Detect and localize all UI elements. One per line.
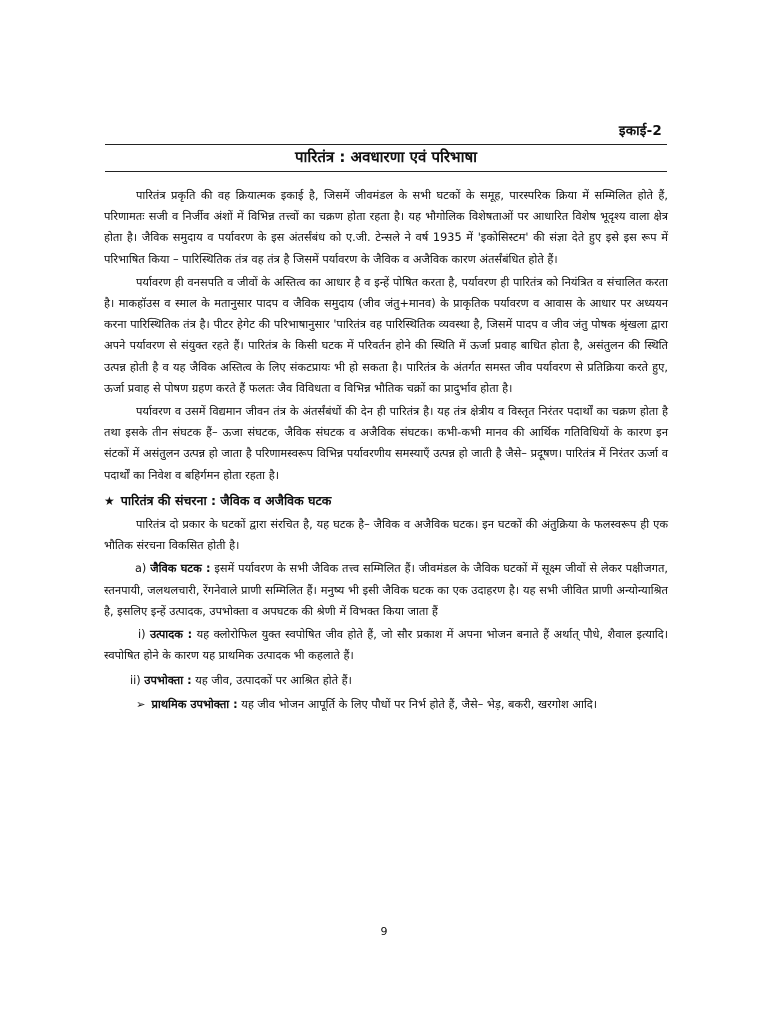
paragraph-1: पारितंत्र प्रकृति की वह क्रियात्मक इकाई है, जिसमें जीवमंडल के सभी घटकों के समूह, पारस्परिक क्रिया में सम्मिलित होते हैं, परिणामतः सजी व निर्जीव अंशों में विभिन्न तत्त्वों का चक्रण होता रहता है। यह भौगोलिक विशेषताओं पर आधारित विशेष भूदृश्य वाला क्षेत्र होता है। जैविक समुदाय व पर्यावरण के इस अंतर्संबंध को ए.जी. टेन्सले ने वर्ष 1935 में 'इकोसिस्टम' की संज्ञा देते हुए इसे इस रूप में परिभाषित किया – पारिस्थितिक तंत्र वह तंत्र है जिसमें पर्यावरण के जैविक व अजैविक कारण अंतर्संबंधित होते हैं। — [104, 189, 668, 266]
title-rule-top — [105, 144, 667, 145]
document-body — [104, 185, 668, 717]
item-i-text: यह क्लोरोफिल युक्त स्वपोषित जीव होते हैं, जो सौर प्रकाश में अपना भोजन बनाते हैं अर्थात् पौधे, शैवाल इत्यादि। स्वपोषित होने के कारण यह प्राथमिक उत्पादक भी कहलाते हैं। — [104, 628, 669, 663]
item-ii-text: यह जीव, उत्पादकों पर आश्रित होते हैं। — [191, 674, 352, 688]
page-title: पारितंत्र : अवधारणा एवं परिभाषा — [294, 148, 478, 166]
item-a-term: जैविक घटक : — [150, 562, 211, 576]
star-icon: ★ — [104, 493, 115, 508]
item-a-marker: a) — [135, 562, 147, 576]
item-ii-term: उपभोक्ता : — [144, 674, 192, 688]
title-rule-bottom — [105, 171, 667, 172]
item-i-marker: i) — [138, 628, 146, 642]
section-heading-text: पारितंत्र की संचरना : जैविक व अजैविक घटक — [120, 492, 332, 508]
item-a-text: इसमें पर्यावरण के सभी जैविक तत्त्व सम्मिलित हैं। जीवमंडल के जैविक घटकों में सूक्ष्म जीवों से लेकर पक्षीजगत, स्तनपायी, जलथलचारी, रेंगनेवाले प्राणी सम्मिलित हैं। मनुष्य भी इसी जैविक घटक का एक उदाहरण है। यह सभी जीवित प्राणी अन्योन्याश्रित है, इसलिए इन्हें उत्पादक, उपभोक्ता व अपघटक की श्रेणी में विभक्त किया जाता हैं — [104, 562, 669, 618]
item-producer — [104, 624, 668, 666]
bullet-term: प्राथमिक उपभोक्ता : — [151, 697, 238, 711]
section-heading — [104, 490, 668, 512]
paragraph-3: पर्यावरण व उसमें विद्यमान जीवन तंत्र के अंतर्संबंधों की देन ही पारितंत्र है। यह तंत्र क्षेत्रीय व विस्तृत निरंतर पदार्थों का चक्रण होता है तथा इसके तीन संघटक हैं– ऊजा संघटक, जैविक संघटक व अजैविक संघटक। कभी-कभी मानव की आर्थिक गतिविधियों के कारण इन संटकों में असंतुलन उत्पन्न हो जाता है परिणामस्वरूप विभिन्न पर्यावरणीय समस्याएँ उत्पन्न हो जाती है जैसे– प्रदूषण। पारितंत्र में निरंतर ऊर्जा व पदार्थों का निवेश व बहिर्गमन होता रहता है। — [104, 405, 668, 482]
item-i-term: उत्पादक : — [149, 628, 193, 642]
paragraph-2: पर्यावरण ही वनसपति व जीवों के अस्तित्व का आधार है व इन्हें पोषित करता है, पर्यावरण ही पारितंत्र को नियंत्रित व संचालित करता है। माकहॉउस व स्माल के मतानुसार पादप व जैविक समुदाय (जीव जंतु+मानव) के प्राकृतिक पर्यावरण व आवास के आधार पर अध्ययन करना पारिस्थितिक तंत्र है। पीटर हेगेट की परिभाषानुसार 'पारितंत्र वह पारिस्थितिक व्यवस्था है, जिसमें पादप व जीव जंतु पोषक श्रृंखला द्वारा अपने पर्यावरण से संयुक्त रहते हैं। पारितंत्र के किसी घटक में परिवर्तन होने की स्थिति में ऊर्जा प्रवाह बाधित होता है, असंतुलन की स्थिति उत्पन्न होती है व यह जैविक अस्तित्व के लिए संकटप्रायः भी हो सकता है। पारितंत्र के अंतर्गत समस्त जीव पर्यावरण से प्रतिक्रिया करते हुए, ऊर्जा प्रवाह से पोषण ग्रहण करते हैं फलतः जैव विविधता व विभिन्न भौतिक चक्रों का प्रादुर्भाव होता है। — [104, 275, 668, 395]
bullet-text: यह जीव भोजन आपूर्ति के लिए पौधों पर निर्भ होते हैं, जैसे– भेड़, बकरी, खरगोश आदि। — [237, 697, 598, 711]
page-number: 9 — [380, 925, 388, 938]
arrow-bullet-icon: ➢ — [136, 697, 146, 711]
unit-label: इकाई-2 — [618, 123, 662, 139]
section-intro: पारितंत्र दो प्रकार के घटकों द्वारा संरचित है, यह घटक है– जैविक व अजैविक घटक। इन घटकों की अंतुक्रिया के फलस्वरूप ही एक भौतिक संरचना विकसित होती है। — [104, 518, 668, 553]
item-consumer — [104, 670, 668, 691]
bullet-primary-consumer — [104, 694, 668, 715]
item-biotic-component — [104, 558, 668, 622]
item-ii-marker: ii) — [130, 674, 141, 688]
